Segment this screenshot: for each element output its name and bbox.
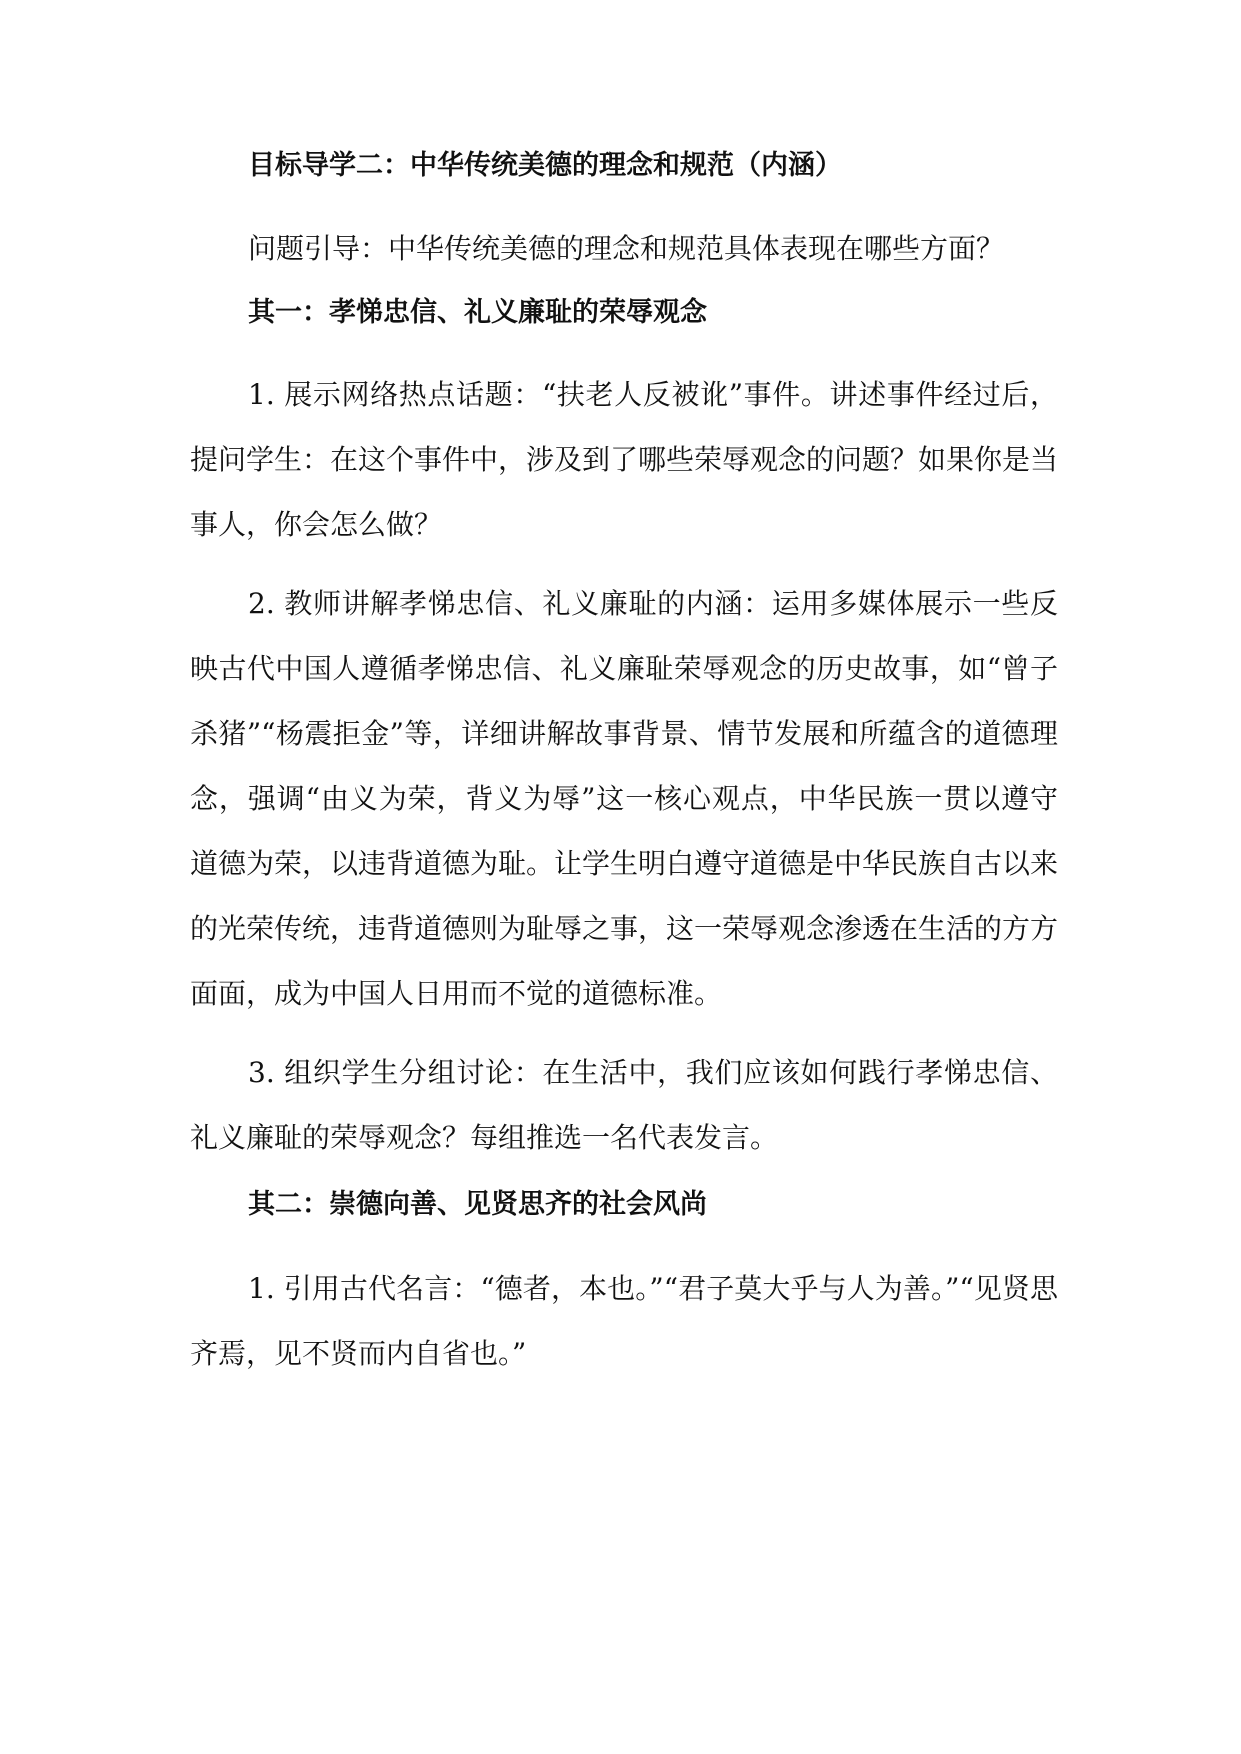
question-lead: 问题引导：中华传统美德的理念和规范具体表现在哪些方面？ — [248, 232, 1005, 265]
part2-heading: 其二：崇德向善、见贤思齐的社会风尚 — [248, 1189, 707, 1220]
part1-item3: 3. 组织学生分组讨论：在生活中，我们应该如何践行孝悌忠信、礼义廉耻的荣辱观念？每组推选一名代表发言。 — [190, 1056, 1058, 1154]
part1-item2: 2. 教师讲解孝悌忠信、礼义廉耻的内涵：运用多媒体展示一些反映古代中国人遵循孝悌忠信、礼义廉耻荣辱观念的历史故事，如“曾子杀猪”“杨震拒金”等，详细讲解故事背景、情节发展和所蕴含的道德理念，强调“由义为荣，背义为辱”这一核心观点，中华民族一贯以遵守道德为荣，以违背道德为耻。让学生明白遵守道德是中华民族自古以来的光荣传统，违背道德则为耻辱之事，这一荣辱观念渗透在生活的方方面面，成为中国人日用而不觉的道德标准。 — [190, 587, 1059, 1010]
section-title: 目标导学二：中华传统美德的理念和规范（内涵） — [248, 150, 842, 181]
part2-item1: 1. 引用古代名言：“德者，本也。”“君子莫大乎与人为善。”“见贤思齐焉，见不贤而内自省也。” — [190, 1272, 1058, 1370]
part1-item1: 1. 展示网络热点话题：“扶老人反被讹”事件。讲述事件经过后，提问学生：在这个事件中，涉及到了哪些荣辱观念的问题？如果你是当事人，你会怎么做？ — [190, 378, 1059, 541]
part1-heading: 其一：孝悌忠信、礼义廉耻的荣辱观念 — [248, 297, 707, 328]
